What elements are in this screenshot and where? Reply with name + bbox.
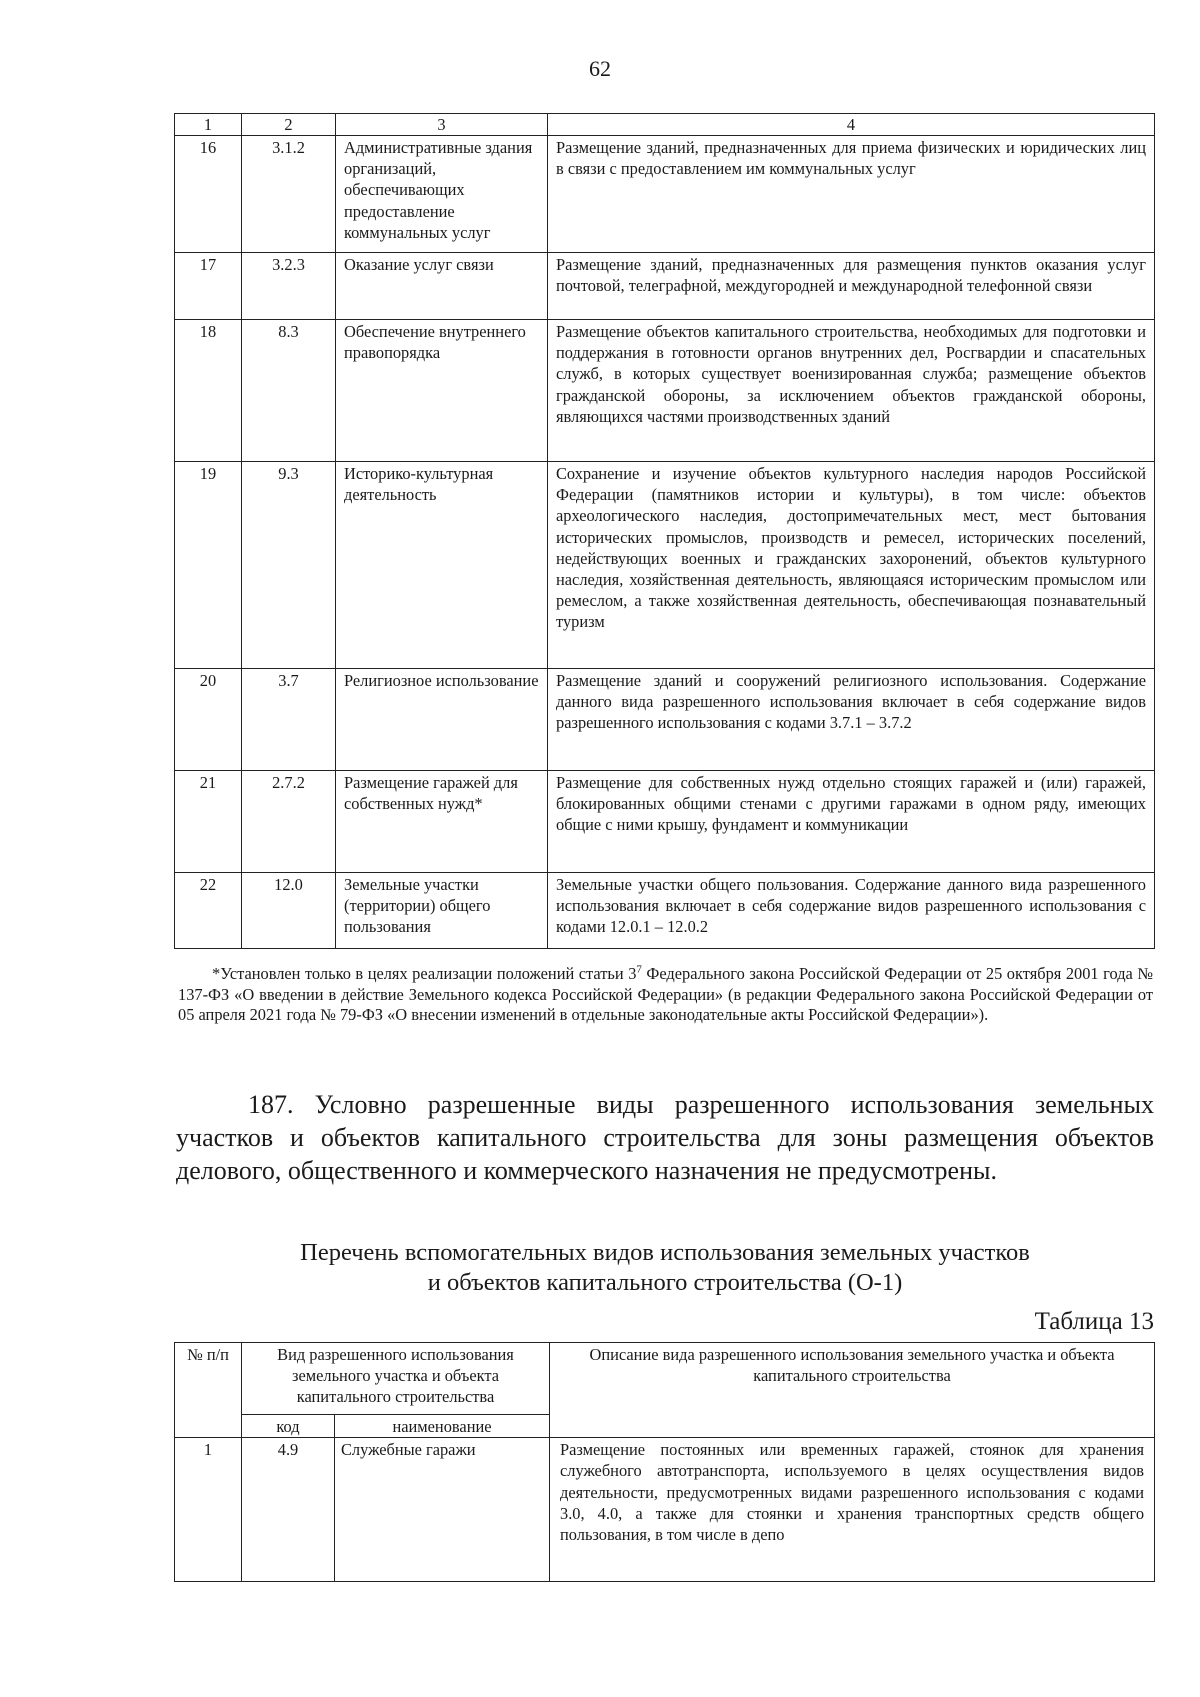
table-row <box>175 873 1155 949</box>
row-description: Размещение зданий, предназначенных для приема физических и юридических лиц в связи с предоставлением им коммунальных услуг <box>548 136 1155 253</box>
header-cell: 2 <box>242 114 336 136</box>
row-code: 12.0 <box>242 873 336 949</box>
header-description: Описание вида разрешенного использования земельного участка и объекта капитального строительства <box>550 1343 1155 1438</box>
row-name: Служебные гаражи <box>335 1438 550 1582</box>
table-row <box>175 136 1155 253</box>
row-code: 3.1.2 <box>242 136 336 253</box>
header-kind: Вид разрешенного использования земельного участка и объекта капитального строительства <box>242 1343 550 1415</box>
row-code: 2.7.2 <box>242 771 336 873</box>
footnote-text-continued: Федерального закона Российской Федерации от 25 октября 2001 года № 137-ФЗ «О введении в действие Земельного кодекса Российской Федерации» (в редакции Федерального закона Российской Федерации от 05 апреля 2021 года № 79-ФЗ «О внесении изменений в отдельные законодательные акты Российской Федерации»). <box>178 964 1153 1025</box>
row-name: Обеспечение внутреннего правопорядка <box>336 320 548 462</box>
row-number: 22 <box>175 873 242 949</box>
section-heading <box>176 1238 1154 1298</box>
row-number: 17 <box>175 253 242 320</box>
table-row <box>175 320 1155 462</box>
footnote-superscript: 7 <box>636 963 642 976</box>
row-code: 4.9 <box>242 1438 335 1582</box>
row-number: 1 <box>175 1438 242 1582</box>
row-code: 9.3 <box>242 462 336 669</box>
row-description: Земельные участки общего пользования. Содержание данного вида разрешенного использования включает в себя содержание видов разрешенного использования с кодами 12.0.1 – 12.0.2 <box>548 873 1155 949</box>
footnote <box>178 964 1153 1026</box>
table-caption: Таблица 13 <box>1034 1308 1154 1335</box>
header-cell: 1 <box>175 114 242 136</box>
header-cell: 3 <box>336 114 548 136</box>
header-name: наименование <box>335 1415 550 1438</box>
row-number: 18 <box>175 320 242 462</box>
paragraph-187: 187. Условно разрешенные виды разрешенного использования земельных участков и объектов капитального строительства для зоны размещения объектов делового, общественного и коммерческого назначения не предусмотрены. <box>176 1090 1154 1185</box>
table-row <box>175 771 1155 873</box>
table-row <box>175 1438 1155 1582</box>
row-description: Размещение для собственных нужд отдельно стоящих гаражей и (или) гаражей, блокированных общими стенами с другими гаражами в одном ряду, имеющих общие с ними крышу, фундамент и коммуникации <box>548 771 1155 873</box>
page-number: 62 <box>589 56 611 81</box>
row-number: 16 <box>175 136 242 253</box>
table-row <box>175 462 1155 669</box>
table-header-row <box>175 114 1155 136</box>
row-name: Историко-культурная деятельность <box>336 462 548 669</box>
row-number: 20 <box>175 669 242 771</box>
row-description: Размещение объектов капитального строительства, необходимых для подготовки и поддержания в готовности органов внутренних дел, Росгвардии и спасательных служб, в которых существует военизированная служба; размещение объектов гражданской обороны, за исключением объектов гражданской обороны, являющихся частями производственных зданий <box>548 320 1155 462</box>
row-code: 8.3 <box>242 320 336 462</box>
header-code: код <box>242 1415 335 1438</box>
row-number: 21 <box>175 771 242 873</box>
row-description: Размещение зданий, предназначенных для размещения пунктов оказания услуг почтовой, телеграфной, междугородней и международной телефонной связи <box>548 253 1155 320</box>
footnote-text: *Установлен только в целях реализации положений статьи 3 <box>212 964 637 983</box>
header-num: № п/п <box>175 1343 242 1438</box>
row-description: Сохранение и изучение объектов культурного наследия народов Российской Федерации (памятников истории и культуры), в том числе: объектов археологического наследия, достопримечательных мест, мест бытования исторических промыслов, производств и ремесел, исторических поселений, недействующих военных и гражданских захоронений, объектов культурного наследия, хозяйственная деятельность, являющаяся историческим промыслом или ремеслом, а также хозяйственная деятельность, обеспечивающая познавательный туризм <box>548 462 1155 669</box>
row-number: 19 <box>175 462 242 669</box>
table-header-row <box>175 1343 1155 1415</box>
row-description: Размещение постоянных или временных гаражей, стоянок для хранения служебного автотранспорта, используемого в целях осуществления видов деятельности, предусмотренных видами разрешенного использования с кодами 3.0, 4.0, а также для стоянки и хранения транспортных средств общего пользования, в том числе в депо <box>550 1438 1155 1582</box>
row-code: 3.2.3 <box>242 253 336 320</box>
row-name: Размещение гаражей для собственных нужд* <box>336 771 548 873</box>
auxiliary-use-table <box>174 1342 1155 1582</box>
table-row <box>175 253 1155 320</box>
heading-line-2: и объектов капитального строительства (О-1) <box>427 1269 903 1296</box>
table-row <box>175 669 1155 771</box>
row-code: 3.7 <box>242 669 336 771</box>
heading-line-1: Перечень вспомогательных видов использования земельных участков <box>300 1239 1030 1266</box>
row-name: Земельные участки (территории) общего пользования <box>336 873 548 949</box>
row-name: Религиозное использование <box>336 669 548 771</box>
row-name: Административные здания организаций, обеспечивающих предоставление коммунальных услуг <box>336 136 548 253</box>
row-name: Оказание услуг связи <box>336 253 548 320</box>
land-use-table <box>174 113 1155 949</box>
row-description: Размещение зданий и сооружений религиозного использования. Содержание данного вида разрешенного использования включает в себя содержание видов разрешенного использования с кодами 3.7.1 – 3.7.2 <box>548 669 1155 771</box>
header-cell: 4 <box>548 114 1155 136</box>
